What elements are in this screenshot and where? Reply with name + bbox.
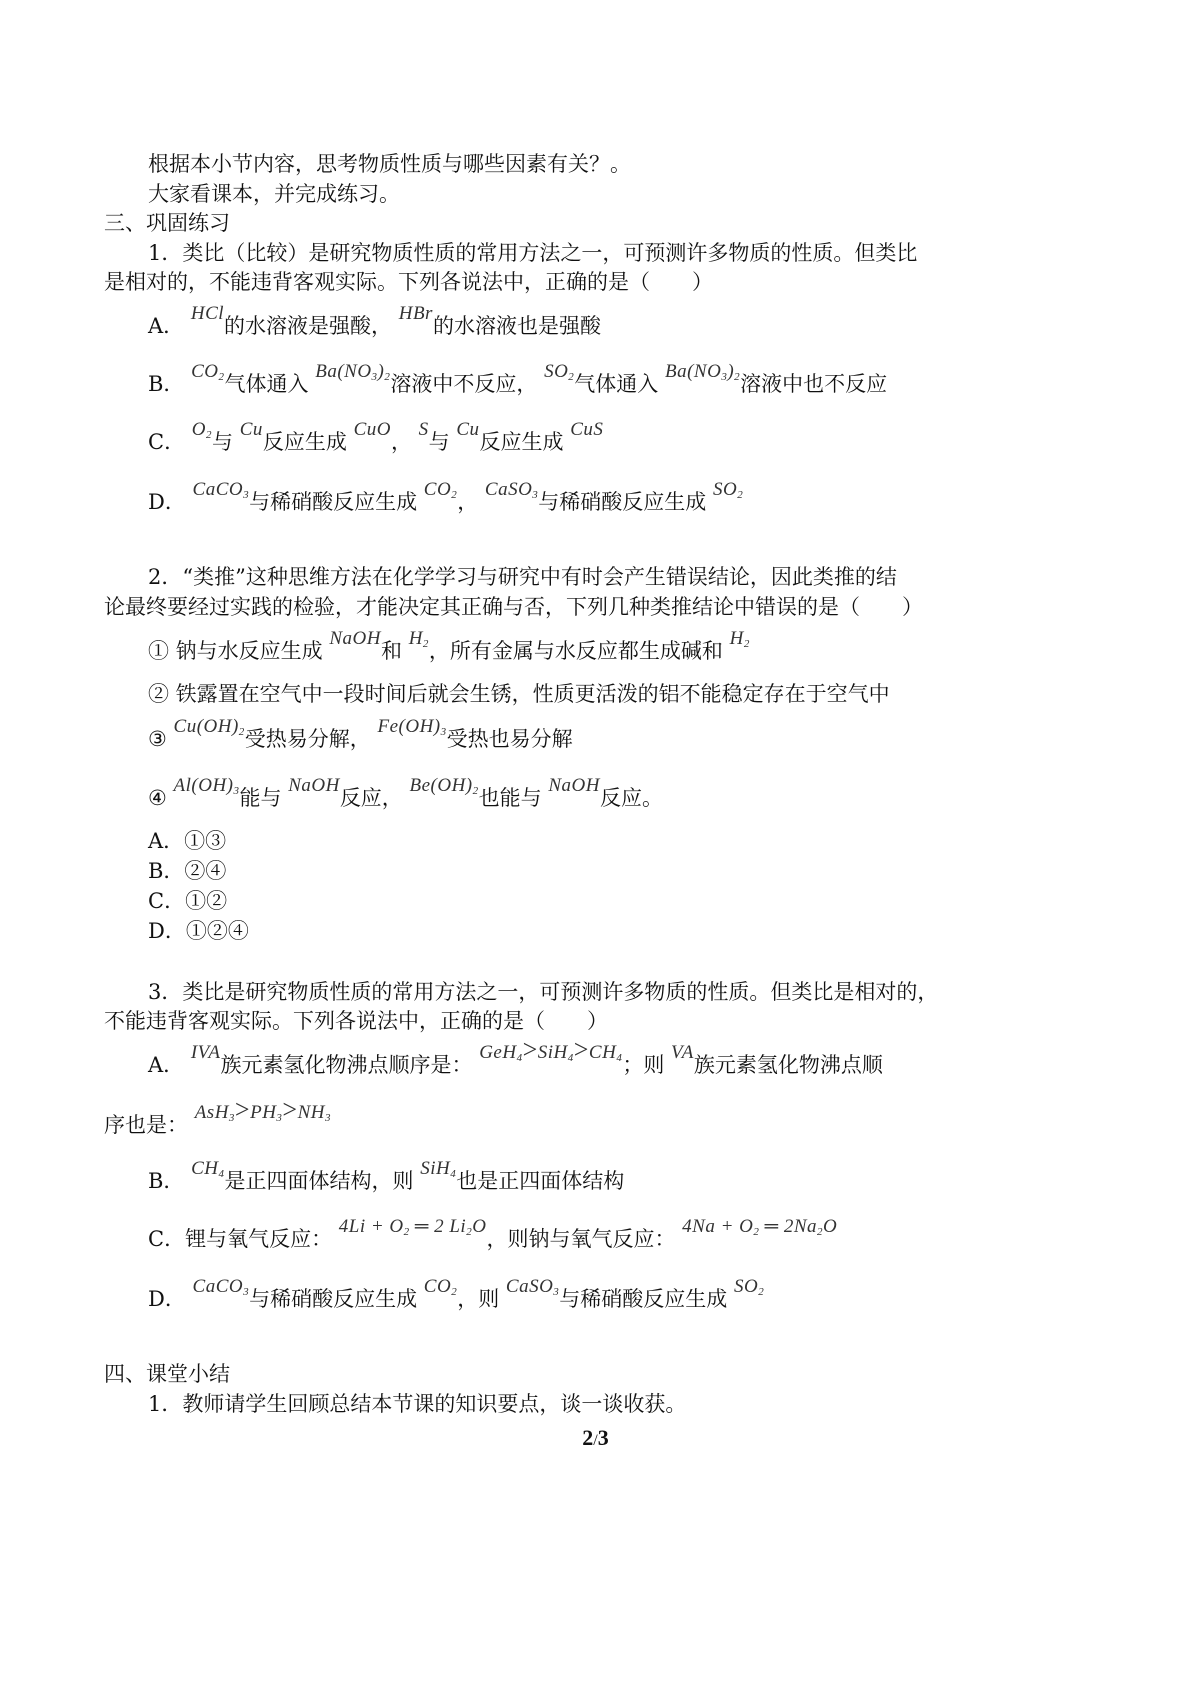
formula: $Cu(OH)_2$ (173, 716, 245, 738)
q2-stem-line-2: 论最终要经过实践的检验，才能决定其正确与否，下列几种类推结论中错误的是（ ） (104, 595, 923, 619)
formula: $AsH_3>PH_3>NH_3$ (194, 1095, 331, 1124)
formula: CaCO$_3$ (192, 1276, 250, 1298)
formula: SiH$_4$ (420, 1158, 457, 1180)
q3-stem-line-2: 不能违背客观实际。下列各说法中，正确的是（ ） (104, 1009, 608, 1033)
q2-statement-2: ② 铁露置在空气中一段时间后就会生锈，性质更活泼的铝不能稳定存在于空气中 (148, 682, 890, 706)
formula: $CO_2$ (423, 1276, 458, 1298)
formula: $H_2$ (729, 628, 750, 650)
formula: S (418, 419, 429, 440)
q3-option-a-continued: 序也是： $AsH_3>PH_3>NH_3$ (104, 1095, 331, 1137)
formula: $H_2$ (408, 628, 429, 650)
option-label: A． (148, 314, 185, 338)
q1-option-c: C． $O_2$与 Cu反应生成 CuO， S与 Cu反应生成 CuS (148, 419, 604, 454)
formula: $SO_2$ (544, 361, 575, 383)
page-number: 2/3 (582, 1425, 609, 1450)
q2-option-c: C．①② (148, 889, 228, 913)
formula: IVA (190, 1042, 221, 1063)
intro-line-2: 大家看课本，并完成练习。 (148, 182, 400, 206)
formula: HBr (398, 303, 433, 324)
q1-option-d: D． CaCO$_3$与稀硝酸反应生成 $CO_2$， CaSO$_3$与稀硝酸反应生成 $SO_2$ (148, 479, 744, 514)
formula: $SO_2$ (712, 479, 744, 501)
option-label: D． (148, 1287, 186, 1311)
formula: $Al(OH)_3$ (173, 775, 240, 797)
q2-statement-4: ④ $Al(OH)_3$能与 NaOH反应， $Be(OH)_2$也能与 NaOH反应。 (148, 775, 663, 810)
q3-option-c: C．锂与氧气反应： $4Li + O_2$ ═ 2 $Li_2O$，则钠与氧气反应： $4Na + O_2$ ═ $2Na_2O$ (148, 1216, 838, 1251)
summary-item-1: 1．教师请学生回顾总结本节课的知识要点，谈一谈收获。 (148, 1392, 687, 1416)
formula: $CO_2$ (191, 361, 225, 383)
formula: NaOH (329, 628, 381, 649)
formula: $Ba(NO_3)_2$ (664, 361, 741, 383)
option-label: D． (148, 490, 186, 514)
option-label: A． (148, 1053, 185, 1077)
formula: $GeH_4>SiH_4>CH_4$ (479, 1035, 623, 1064)
formula: Cu (239, 419, 263, 440)
formula: NaOH (288, 775, 340, 796)
formula: $SO_2$ (733, 1276, 765, 1298)
section-heading-summary: 四、课堂小结 (104, 1362, 230, 1386)
formula: VA (671, 1042, 694, 1063)
q2-option-d: D．①②④ (148, 919, 249, 943)
formula: CuO (353, 419, 391, 440)
formula: $CH_4$ (191, 1158, 225, 1180)
q3-option-d: D． CaCO$_3$与稀硝酸反应生成 $CO_2$，则 CaSO$_3$与稀硝酸反应生成 $SO_2$ (148, 1276, 765, 1311)
q2-statement-3: ③ $Cu(OH)_2$受热易分解， $Fe(OH)_3$受热也易分解 (148, 716, 573, 751)
formula: CaSO$_3$ (505, 1276, 560, 1298)
formula: $CO_2$ (423, 479, 458, 501)
formula: $O_2$ (191, 419, 212, 441)
equation: $4Na + O_2$ ═ $2Na_2O$ (682, 1216, 838, 1238)
formula: HCl (190, 303, 225, 324)
q1-option-b: B． $CO_2$气体通入 $Ba(NO_3)_2$溶液中不反应， $SO_2$气体通入 $Ba(NO_3)_2$溶液中也不反应 (148, 361, 888, 396)
q3-option-b: B． $CH_4$是正四面体结构，则 SiH$_4$也是正四面体结构 (148, 1158, 625, 1193)
formula: NaOH (548, 775, 600, 796)
formula: $Fe(OH)_3$ (377, 716, 447, 738)
q3-stem-line-1: 3．类比是研究物质性质的常用方法之一，可预测许多物质的性质。但类比是相对的， (148, 980, 939, 1004)
q2-option-a: A．①③ (148, 829, 227, 853)
formula: CaSO$_3$ (484, 479, 539, 501)
q1-stem-line-1: 1．类比（比较）是研究物质性质的常用方法之一，可预测许多物质的性质。但类比 (148, 241, 918, 265)
q1-stem-line-2: 是相对的，不能违背客观实际。下列各说法中，正确的是（ ） (104, 270, 713, 294)
option-label: B． (148, 372, 185, 396)
intro-line-1: 根据本小节内容，思考物质性质与哪些因素有关？。 (148, 152, 631, 176)
formula: $Be(OH)_2$ (409, 775, 479, 797)
q2-stem-line-1: 2．“类推”这种思维方法在化学学习与研究中有时会产生错误结论，因此类推的结 (148, 565, 897, 589)
option-label: B． (148, 1169, 185, 1193)
formula: Cu (456, 419, 480, 440)
formula: CuS (570, 419, 604, 440)
q2-option-b: B．②④ (148, 859, 227, 883)
q2-statement-1: ① 钠与水反应生成 NaOH和 $H_2$，所有金属与水反应都生成碱和 $H_2$ (148, 628, 750, 663)
q3-option-a: A． IVA族元素氢化物沸点顺序是： $GeH_4>SiH_4>CH_4$；则 VA族元素氢化物沸点顺 (148, 1035, 883, 1077)
formula: CaCO$_3$ (192, 479, 250, 501)
q1-option-a: A． HCl的水溶液是强酸， HBr的水溶液也是强酸 (148, 303, 601, 338)
equation: $4Li + O_2$ ═ 2 $Li_2O$ (338, 1216, 487, 1238)
section-heading-practice: 三、巩固练习 (104, 211, 230, 235)
formula: $Ba(NO_3)_2$ (315, 361, 391, 383)
option-label: C． (148, 430, 186, 454)
